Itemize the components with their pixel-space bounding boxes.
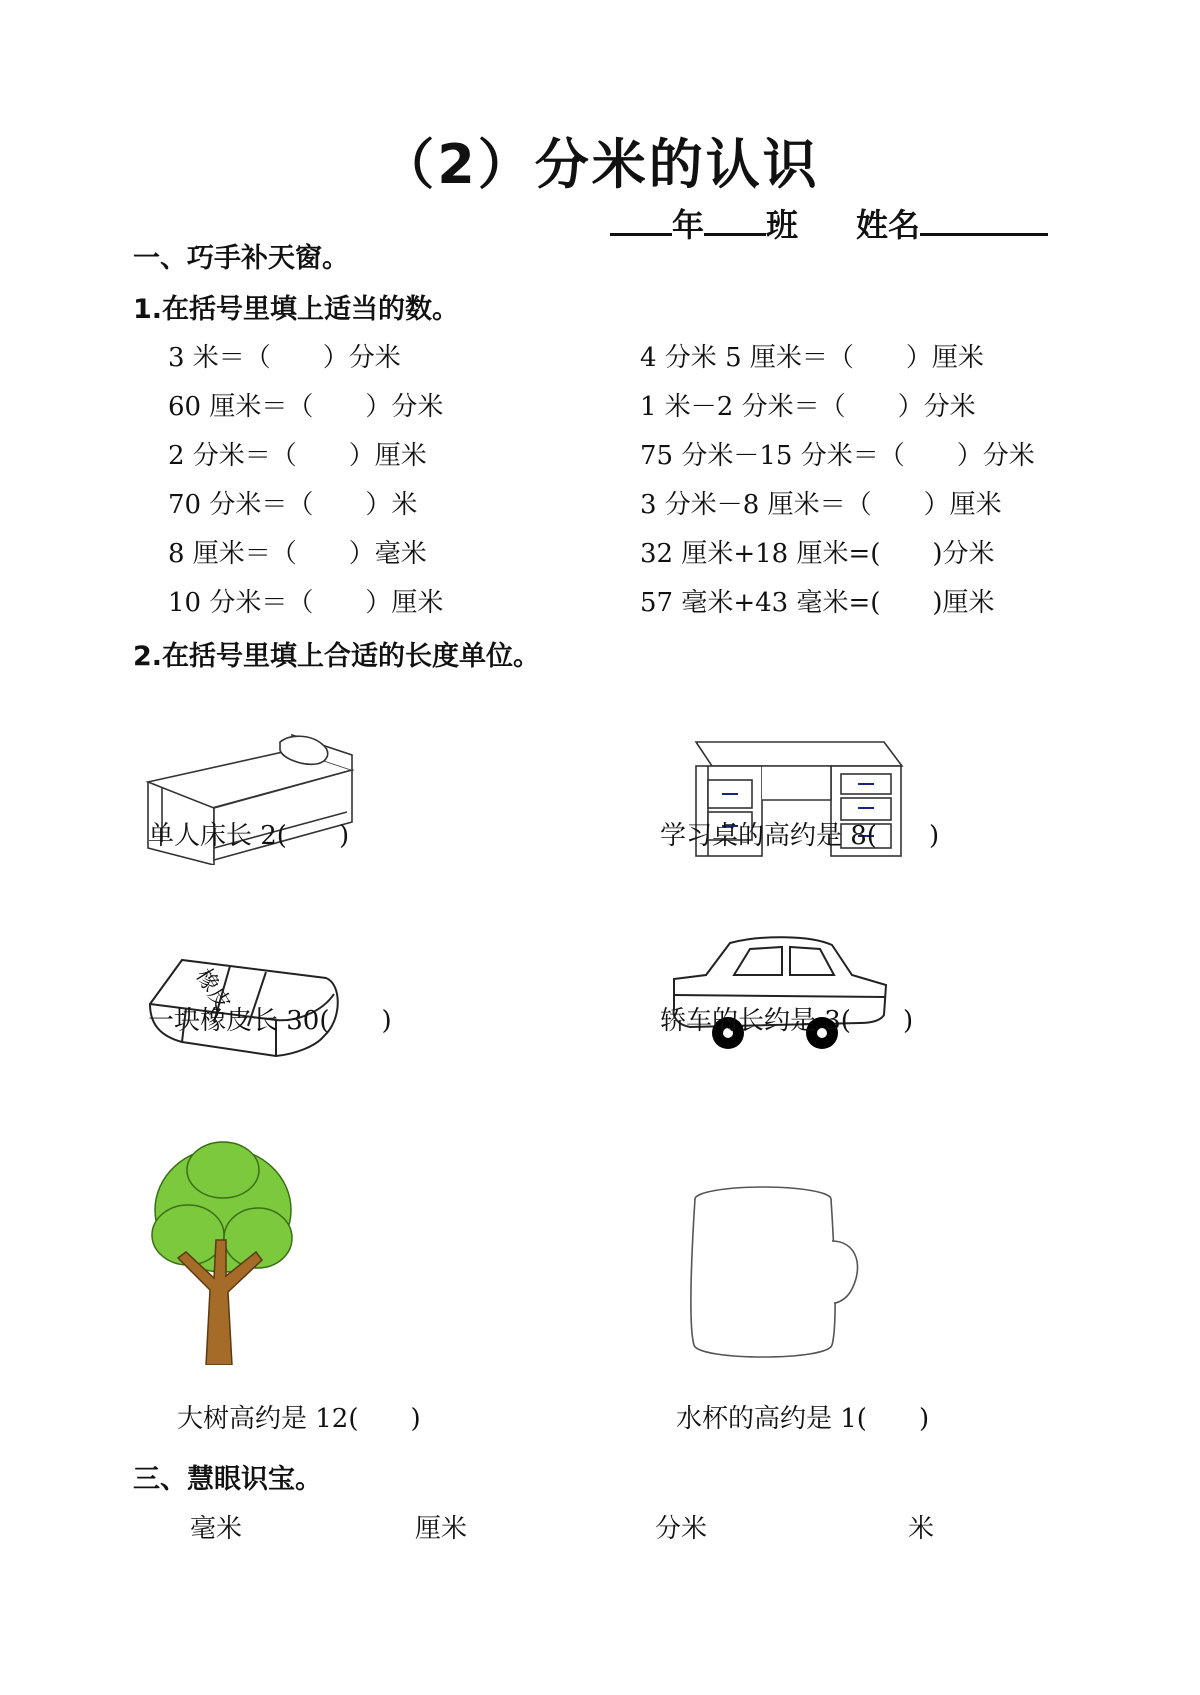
section3-heading: 三、慧眼识宝。 bbox=[133, 1464, 322, 1495]
part1-title: 1.在括号里填上适当的数。 bbox=[133, 294, 460, 325]
tree-illustration bbox=[148, 1140, 298, 1365]
tree-question: 大树高约是 12( ) bbox=[177, 1404, 421, 1434]
eraser-question: 一块橡皮长 30( ) bbox=[148, 1006, 392, 1036]
question-left-1: 3 米＝（ ）分米 bbox=[168, 343, 401, 373]
car-illustration bbox=[670, 935, 890, 1055]
cup-illustration bbox=[688, 1185, 863, 1365]
cup-question: 水杯的高约是 1( ) bbox=[676, 1404, 930, 1434]
grade-label: 年 bbox=[672, 206, 705, 244]
question-right-3: 75 分米－15 分米＝（ ）分米 bbox=[640, 441, 1035, 471]
question-left-5: 8 厘米＝（ ）毫米 bbox=[168, 539, 427, 569]
unit-decimeter: 分米 bbox=[655, 1514, 708, 1544]
name-label: 姓名 bbox=[856, 206, 921, 244]
unit-millimeter: 毫米 bbox=[190, 1514, 243, 1544]
question-left-3: 2 分米＝（ ）厘米 bbox=[168, 441, 427, 471]
question-right-1: 4 分米 5 厘米＝（ ）厘米 bbox=[640, 343, 984, 373]
name-blank[interactable] bbox=[920, 207, 1048, 236]
unit-centimeter: 厘米 bbox=[415, 1514, 468, 1544]
question-left-4: 70 分米＝（ ）米 bbox=[168, 490, 418, 520]
question-left-6: 10 分米＝（ ）厘米 bbox=[168, 588, 444, 618]
unit-meter: 米 bbox=[908, 1514, 935, 1544]
page-title: （2）分米的认识 bbox=[380, 133, 820, 196]
eraser-label: 橡皮 bbox=[190, 964, 236, 1016]
question-right-6: 57 毫米+43 毫米=( )厘米 bbox=[640, 588, 995, 618]
question-left-2: 60 厘米＝（ ）分米 bbox=[168, 392, 444, 422]
question-right-4: 3 分米－8 厘米＝（ ）厘米 bbox=[640, 490, 1002, 520]
class-blank[interactable] bbox=[704, 207, 766, 236]
car-question: 轿车的长约是 3( ) bbox=[660, 1006, 914, 1036]
class-label: 班 bbox=[766, 206, 799, 244]
grade-blank[interactable] bbox=[610, 207, 672, 236]
class-name-line bbox=[610, 200, 1048, 246]
question-right-2: 1 米－2 分米＝（ ）分米 bbox=[640, 392, 976, 422]
section1-heading: 一、巧手补天窗。 bbox=[133, 243, 349, 274]
bed-question: 单人床长 2( ) bbox=[148, 821, 350, 851]
part2-title: 2.在括号里填上合适的长度单位。 bbox=[133, 641, 541, 672]
question-right-5: 32 厘米+18 厘米=( )分米 bbox=[640, 539, 995, 569]
desk-question: 学习桌的高约是 8( ) bbox=[660, 821, 940, 851]
